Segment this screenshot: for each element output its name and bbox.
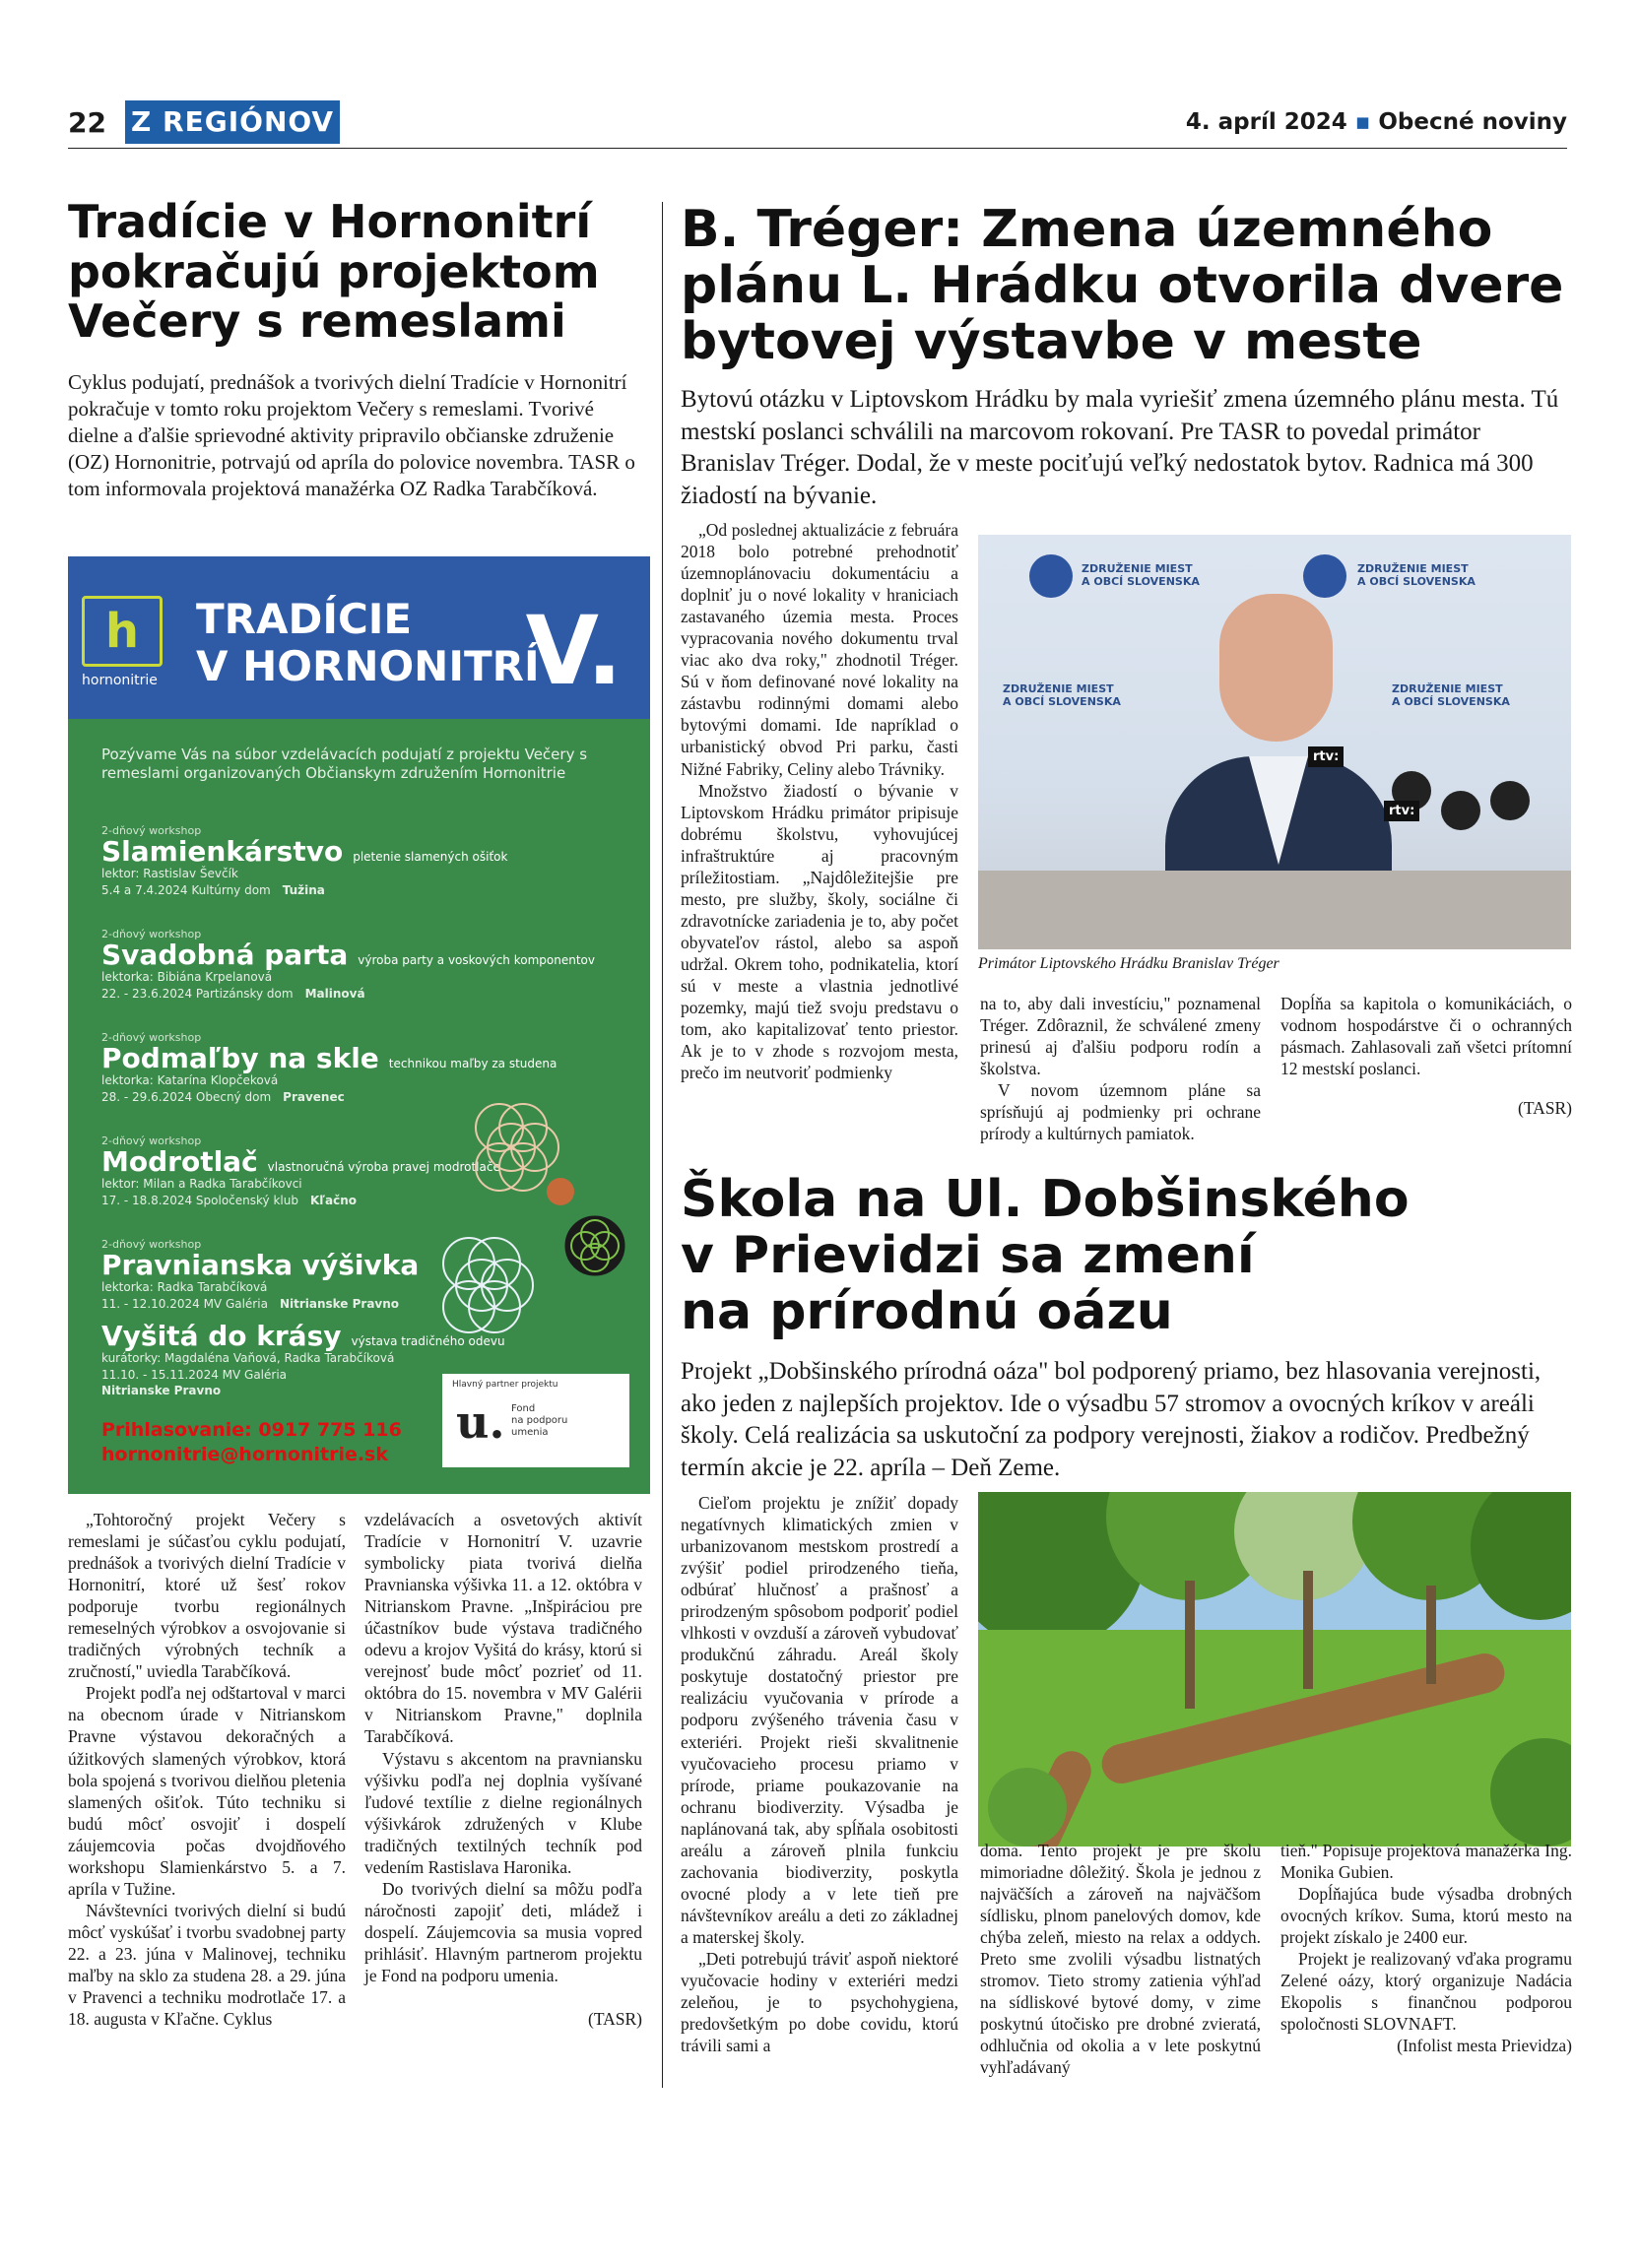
workshop-name <box>101 940 595 969</box>
shrub <box>988 1768 1067 1847</box>
workshop-title: Vyšitá do krásy <box>101 1320 342 1352</box>
workshop-title: Podmaľby na skle <box>101 1042 379 1074</box>
partner-text: Fond na podporu umenia <box>511 1403 568 1438</box>
tree-trunk <box>1426 1586 1436 1684</box>
rtvs-logo-icon: rtv: <box>1384 801 1419 821</box>
publication-name: Obecné noviny <box>1378 109 1567 135</box>
paragraph: V novom územnom pláne sa sprísňujú aj podmienky pri ochrane prírody a kultúrnych pamiatok. <box>980 1080 1261 1144</box>
poster-intro: Pozývame Vás na súbor vzdelávacích podujatí z projektu Večery s remeslami organizovaných Občianskym združením Hornonitrie <box>101 745 588 782</box>
paragraph: „Deti potrebujú tráviť aspoň niektoré vyučovacie hodiny v exteriéri medzi zeleňou, je to psychohygiena, predovšetkým po dobe covidu, ktorú trávili sami a <box>681 1948 958 2056</box>
article1-column-1 <box>68 1509 346 2100</box>
article2-column-2 <box>980 993 1261 1150</box>
workshop-place: Pravenec <box>283 1089 345 1104</box>
garden-visualization <box>978 1492 1571 1847</box>
article2-credit: (TASR) <box>1518 1098 1572 1119</box>
workshop-place: Nitrianske Pravno <box>101 1383 222 1397</box>
poster-contact: Prihlasovanie: 0917 775 116 hornonitrie@hornonitrie.sk <box>101 1419 402 1465</box>
workshop-name <box>101 1251 428 1279</box>
workshop-label: 2-dňový workshop <box>101 928 202 940</box>
paragraph: na to, aby dali investíciu," poznamenal Tréger. Zdôraznil, že schválené zmeny prinesú aj ďalšiu podporu rodín a školstva. <box>980 994 1261 1079</box>
article2-headline: B. Tréger: Zmena územného plánu L. Hrádku otvorila dvere bytovej výstavbe v meste <box>681 200 1564 372</box>
header-rule <box>68 148 1567 149</box>
zmos-seal-icon <box>1029 554 1073 598</box>
workshop-place: Kľačno <box>309 1193 358 1207</box>
article3-credit: (Infolist mesta Prievidza) <box>1397 2036 1572 2056</box>
photo-banner: ZDRUŽENIE MIEST A OBCÍ SLOVENSKA <box>1003 682 1121 709</box>
poster-workshop <box>101 928 595 1002</box>
workshop-date: 5.4 a 7.4.2024 Kultúrny dom <box>101 882 271 897</box>
rtvs-logo-icon: rtv: <box>1308 746 1344 767</box>
workshop-title: Pravnianska výšivka <box>101 1249 420 1281</box>
article1-credit: (TASR) <box>588 2009 642 2030</box>
workshop-label: 2-dňový workshop <box>101 1031 202 1044</box>
poster-workshop <box>101 824 507 898</box>
paragraph: Cieľom projektu je znížiť dopady negatívnych klimatických zmien v urbanizovanom mestskom prostredí a zvýšiť podiel prirodzeného tieňa, odbúrať hlučnosť a prašnosť a prirodzeným spôsobom podporiť podiel vlhkosti v ovzduší a zároveň vybudovať produkčnú záhradu. Areál školy poskytuje dostatočný priestor pre realizáciu vyučovania v prírode a podporu zvýšeného trávenia času v exteriéri. Projekt rieši skvalitnenie vyučovacieho procesu priamo v prírode, priame poukazovanie na ochranu biodiverzity. Výsadba je naplánovaná tak, aby spĺňala osobitosti areálu a zároveň plnila funkciu zachovania biodiverzity, poskytla ovocné plody a v lete tieň pre návštevníkov areálu a deti zo základnej a materskej školy. <box>681 1493 958 1947</box>
workshop-lecturer: lektor: Rastislav Ševčík <box>101 867 238 881</box>
article3-headline: Škola na Ul. Dobšinského v Prievidzi sa zmení na prírodnú oázu <box>681 1170 1410 1342</box>
workshop-lecturer: lektorka: Radka Tarabčíková <box>101 1280 268 1295</box>
paragraph: Do tvorivých dielní sa môžu podľa náročnosti zapojiť deti, mládež i dospelí. Záujemcovia sa musia vopred prihlásiť. Hlavným partnerom projektu je Fond na podporu umenia. <box>364 1878 642 1985</box>
workshop-when <box>101 1296 428 1312</box>
paragraph: Množstvo žiadostí o bývanie v Liptovskom Hrádku primátor pripisuje dobrému školstvu, vyhovujúcej infraštruktúre aj pracovným príležitostiam. „Najdôležitejšie pre mesto, pre služby, školy, sociálne či zdravotnícke zariadenia je to, aby počet obyvateľov rástol, alebo sa aspoň udržal. Okrem toho, podnikatelia, ktorí sú v meste a vlastnia jednotlivé pozemky, majú tiež svoju predstavu o tom, ako kapitalizovať tento priestor. Ak je to v zhode s rozvojom mesta, prečo im neutvoriť podmienky <box>681 780 958 1083</box>
workshop-lecturer: lektorka: Katarína Klopčeková <box>101 1073 279 1088</box>
article3-column-1 <box>681 1492 958 2083</box>
workshop-place: Tužina <box>282 882 325 897</box>
poster-title: TRADÍCIE V HORNONITRÍ <box>196 595 540 691</box>
tree-canopy <box>1471 1492 1571 1620</box>
article3-column-3 <box>1280 1840 1572 2076</box>
workshop-lecturer: lektor: Milan a Radka Tarabčíkovci <box>101 1177 302 1192</box>
workshop-date: 22. - 23.6.2024 Partizánsky dom <box>101 986 294 1001</box>
microphone-icon <box>1490 781 1530 820</box>
mayor-photo <box>978 535 1571 949</box>
workshop-desc: pletenie slamených ošiťok <box>353 850 508 864</box>
paragraph: doma. Tento projekt je pre školu mimoriadne dôležitý. Škola je jednou z najväčších a zároveň na najväčšom sídlisku, plnom panelových domov, kde chýba zeleň, miesto na relax a oddych. Preto sme zvolili výsadbu listnatých stromov. Tieto stromy zatienia výhľad na sídliskové bytové domy, v zime poskytnú útočisko pre drobné zvieratá, odhlučnia od okolia a v lete poskytnú vyhľadávaný <box>980 1841 1261 2078</box>
workshop-label: 2-dňový workshop <box>101 824 202 837</box>
workshop-label: 2-dňový workshop <box>101 1238 202 1251</box>
tree-trunk <box>1185 1581 1195 1709</box>
workshop-place: Malinová <box>304 986 365 1001</box>
flower-ornament-icon <box>423 1088 639 1364</box>
paragraph: Výstavu s akcentom na pravniansku výšivku podľa nej doplnia vyšívané ľudové textílie z dielne regionálnych výšivkárok združených v Klube tradičných textilných techník pod vedením Rastislava Haronika. <box>364 1748 642 1877</box>
article3-column-2 <box>980 1840 1261 2076</box>
paragraph: vzdelávacích a osvetových aktivít Tradície v Hornonitrí V. uzavrie symbolicky piata tvorivá dielňa Pravnianska výšivka 11. a 12. októbra v Nitrianskom Pravne. „Inšpiráciou pre účastníkov bude výstava tradičného odevu a krojov Vyšitá do krásy, ktorú si verejnosť bude môcť pozrieť od 11. októbra do 15. novembra v MV Galérii v Nitrianskom Pravne," doplnila Tarabčíková. <box>364 1510 642 1747</box>
zmos-seal-icon <box>1303 554 1346 598</box>
workshop-desc: technikou maľby za studena <box>388 1057 558 1070</box>
paragraph: Projekt je realizovaný vďaka programu Zelené oázy, ktorý organizuje Nadácia Ekopolis s finančnou podporou spoločnosti SLOVNAFT. <box>1280 1949 1572 2035</box>
workshop-place: Nitrianske Pravno <box>279 1296 400 1311</box>
masthead-right <box>1186 109 1567 135</box>
partner-label: Hlavný partner projektu <box>452 1380 558 1390</box>
partner-box <box>442 1374 629 1467</box>
poster-title-big: V. <box>525 596 623 706</box>
workshop-desc: výroba party a voskových komponentov <box>358 953 595 967</box>
workshop-title: Modrotlač <box>101 1145 258 1178</box>
article1-column-2 <box>364 1509 642 2100</box>
event-poster <box>68 556 650 1494</box>
workshop-date: 17. - 18.8.2024 Spoločenský klub <box>101 1193 298 1207</box>
page-number: 22 <box>68 106 106 139</box>
article2-lede: Bytovú otázku v Liptovskom Hrádku by mala vyriešiť zmena územného plánu mesta. Tú mestskí poslanci schválili na marcovom rokovaní. Pre TASR to povedal primátor Branislav Tréger. Dodal, že v meste pociťujú veľký nedostatok bytov. Radnica má 300 žiadostí na bývanie. <box>681 386 1559 509</box>
workshop-date: 11.10. - 15.11.2024 MV Galéria <box>101 1367 288 1382</box>
issue-date: 4. apríl 2024 <box>1185 109 1347 135</box>
paragraph: „Tohtoročný projekt Večery s remeslami je súčasťou cyklu podujatí, prednášok a tvorivých dielní Tradície v Hornonitrí, ktoré už šesť rokov podporuje tvorbu regionálnych remeselných výrobkov a osvojovanie si tradičných výrobných techník a zručností," uviedla Tarabčíková. <box>68 1510 346 1682</box>
separator: ▪ <box>1354 109 1371 135</box>
microphone-icon <box>1441 791 1480 830</box>
photo-caption: Primátor Liptovského Hrádku Branislav Tréger <box>978 955 1279 972</box>
workshop-title: Svadobná parta <box>101 939 349 971</box>
article1-lede: Cyklus podujatí, prednášok a tvorivých dielní Tradície v Hornonitrí pokračuje v tomto roku projektom Večery s remeslami. Tvorivé dielne a ďalšie sprievodné aktivity pripravilo občianske združenie (OZ) Hornonitrie, potrvajú od apríla do polovice novembra. TASR o tom informovala projektová manažérka OZ Radka Tarabčíková. <box>68 370 635 500</box>
workshop-date: 11. - 12.10.2024 MV Galéria <box>101 1296 268 1311</box>
workshop-desc: vlastnoručná výroba pravej modrotlače <box>267 1160 500 1174</box>
article1-headline: Tradície v Hornonitrí pokračujú projektom Večery s remeslami <box>68 195 600 349</box>
photo-banner: ZDRUŽENIE MIEST A OBCÍ SLOVENSKA <box>1392 682 1510 709</box>
paragraph: Návštevníci tvorivých dielní si budú môcť vyskúšať i tvorbu svadobnej party 22. a 23. júna v Malinovej, techniku maľby na sklo za studena 28. a 29. júna v Pravenci a techniku modrotlače 17. a 18. augusta v Kľačne. Cyklus <box>68 1900 346 2030</box>
article2-column-3 <box>1280 993 1572 1150</box>
tree-trunk <box>1303 1571 1313 1689</box>
photo-banner: ZDRUŽENIE MIEST A OBCÍ SLOVENSKA <box>1357 562 1476 589</box>
workshop-label: 2-dňový workshop <box>101 1134 202 1147</box>
workshop-desc: výstava tradičného odevu <box>351 1334 505 1348</box>
article3-lede: Projekt „Dobšinského prírodná oáza" bol podporený priamo, bez hlasovania verejnosti, ako jeden z najlepších projektov. Ide o výsadbu 57 stromov a ovocných kríkov v areáli školy. Celá realizácia sa uskutoční za podpory verejnosti, žiakov a rodičov. Predbežný termín akcie je 22. apríla – Deň Zeme. <box>681 1358 1542 1481</box>
column-divider <box>662 202 663 2088</box>
poster-workshop <box>101 1238 428 1312</box>
photo-banner: ZDRUŽENIE MIEST A OBCÍ SLOVENSKA <box>1082 562 1200 589</box>
paragraph: tieň." Popisuje projektová manažérka Ing. Monika Gubien. <box>1280 1841 1572 1883</box>
workshop-lecturer: kurátorky: Magdaléna Vaňová, Radka Tarabčíková <box>101 1351 395 1366</box>
photo-desk <box>978 871 1571 949</box>
workshop-date: 28. - 29.6.2024 Obecný dom <box>101 1089 272 1104</box>
hornonitrie-logo-icon: h <box>82 596 163 667</box>
workshop-title: Slamienkárstvo <box>101 835 344 868</box>
section-label: Z REGIÓNOV <box>125 100 340 144</box>
workshop-when <box>101 986 595 1002</box>
article2-column-1 <box>681 519 958 1149</box>
workshop-name <box>101 1044 557 1072</box>
poster-logo-text: hornonitrie <box>82 673 158 688</box>
workshop-lecturer: lektorka: Bibiána Krpelanová <box>101 970 273 985</box>
paragraph: „Od poslednej aktualizácie z februára 2018 bolo potrebné prehodnotiť územnoplánovaciu dokumentáciu a doplniť ju o nové lokality v hraniciach zastavaného územia mesta. Proces vypracovania nového dokumentu trval viac ako dva roky," zhodnotil Tréger. Sú v ňom definované nové lokality na zástavbu rodinnými domami alebo bytovými domami. Ide napríklad o urbanistický obvod Pri parku, časti Nižné Fabriky, Celiny alebo Trávniky. <box>681 520 958 779</box>
paragraph: Dopĺňajúca bude výsadba drobných ovocných kríkov. Suma, ktorú mesto na projekt získalo je 2400 eur. <box>1280 1884 1572 1948</box>
workshop-name <box>101 837 507 866</box>
workshop-when <box>101 882 507 898</box>
paragraph: Projekt podľa nej odštartoval v marci na obecnom úrade v Nitrianskom Pravne výstavou dekoračných a úžitkových slamených výrobkov, ktorá bola spojená s tvorivou dielňou pletenia slamených ošiťok. Túto techniku si budú môcť osvojiť i dospelí záujemcovia počas dvojdňového workshopu Slamienkárstvo 5. a 7. apríla v Tužine. <box>68 1683 346 1899</box>
paragraph: Dopĺňa sa kapitola o komunikáciách, o vodnom hospodárstve či o ochranných pásmach. Zahlasovali zaň všetci prítomní 12 mestskí poslanci. <box>1280 994 1572 1079</box>
fpu-logo-icon: u. <box>456 1395 505 1449</box>
photo-figure <box>1219 594 1333 742</box>
